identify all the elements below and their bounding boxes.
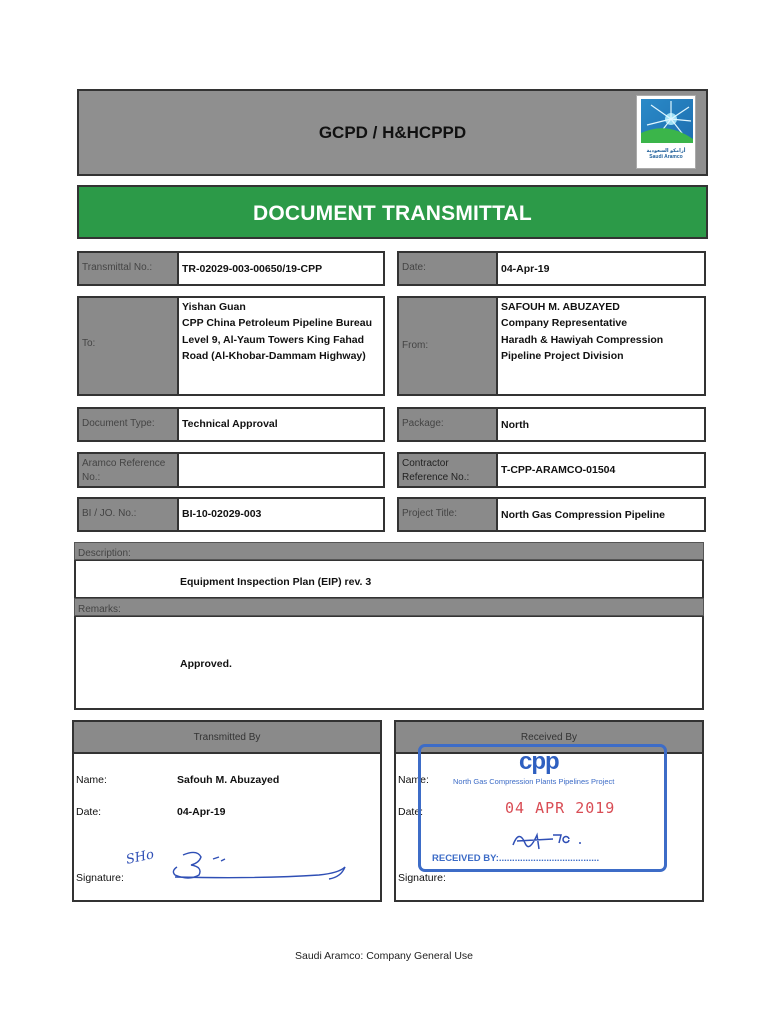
document-type-field (77, 407, 385, 442)
received-signature-label: Signature: (398, 872, 446, 884)
received-name-label: Name: (398, 774, 429, 786)
stamp-date: 04 APR 2019 (505, 799, 616, 817)
cpp-logo: cpp (519, 748, 559, 775)
from-address (498, 298, 704, 367)
package-field (397, 407, 706, 442)
to-line: Road (Al-Khobar-Dammam Highway) (182, 349, 366, 362)
contractor-reference-value: T-CPP-ARAMCO-01504 (501, 464, 616, 476)
description-box (74, 560, 704, 598)
to-line: CPP China Petroleum Pipeline Bureau (182, 317, 373, 330)
bi-jo-no-field (77, 497, 385, 532)
date-value: 04-Apr-19 (501, 263, 550, 275)
from-label: From: (402, 340, 429, 351)
date-field (397, 251, 706, 286)
to-line: Level 9, Al-Yaum Towers King Fahad (182, 333, 365, 346)
remarks-header (74, 598, 704, 616)
transmittal-no-value: TR-02029-003-00650/19-CPP (182, 263, 323, 275)
transmitter-signature (169, 847, 359, 885)
project-title-value: North Gas Compression Pipeline (501, 509, 665, 521)
to-line: Yishan Guan (182, 301, 246, 313)
transmittal-no-field (77, 251, 385, 286)
document-type-label: Document Type: (82, 418, 155, 429)
aramco-reference-label-line: No.: (82, 471, 101, 483)
project-title-label: Project Title: (402, 508, 458, 519)
package-value: North (501, 419, 529, 431)
header-title: GCPD / H&HCPPD (318, 123, 467, 142)
aramco-reference-field (77, 452, 385, 488)
logo-text-english: Saudi Aramco (649, 154, 683, 161)
from-line: Company Representative (501, 317, 628, 330)
bi-jo-no-value: BI-10-02029-003 (182, 508, 262, 520)
logo-text-arabic: أرامكو السعودية (646, 148, 686, 154)
aramco-reference-label (79, 454, 177, 487)
bi-jo-no-label: BI / JO. No.: (82, 508, 137, 519)
contractor-reference-label-line: Contractor (402, 458, 449, 469)
stamp-project-line: North Gas Compression Plants Pipelines Project (453, 777, 615, 786)
document-type-value: Technical Approval (182, 418, 278, 430)
remarks-box (74, 616, 704, 710)
contractor-reference-label-line: Reference No.: (402, 471, 470, 483)
from-line: SAFOUH M. ABUZAYED (501, 301, 620, 313)
from-field (397, 296, 706, 396)
transmitted-date-value: 04-Apr-19 (177, 806, 226, 818)
to-field (77, 296, 385, 396)
handwritten-initials: SHo (124, 847, 156, 868)
aramco-reference-label-line: Aramco Reference (82, 458, 166, 469)
document-transmittal-banner (77, 185, 708, 239)
footer-classification: Saudi Aramco: Company General Use (294, 950, 473, 962)
transmitted-by-heading: Transmitted By (74, 722, 380, 754)
project-title-field (397, 497, 706, 532)
transmitted-signature-label: Signature: (76, 872, 124, 884)
received-date-label: Date: (398, 806, 424, 818)
saudi-aramco-logo (636, 95, 696, 169)
transmitted-date-label: Date: (76, 806, 102, 818)
package-label: Package: (402, 418, 444, 429)
remarks-value: Approved. (180, 658, 232, 670)
banner-title: DOCUMENT TRANSMITTAL (253, 202, 532, 225)
transmitted-name-label: Name: (76, 774, 107, 786)
received-stamp (418, 744, 667, 872)
aramco-star-icon (641, 99, 693, 143)
to-label: To: (82, 338, 96, 349)
transmitted-by-box (72, 720, 382, 902)
to-address (179, 298, 383, 367)
description-value: Equipment Inspection Plan (EIP) rev. 3 (180, 576, 372, 588)
date-label: Date: (402, 262, 426, 273)
contractor-reference-label (399, 454, 496, 487)
transmittal-no-label: Transmittal No.: (82, 262, 153, 273)
receiver-signature (509, 825, 609, 859)
contractor-reference-field (397, 452, 706, 488)
remarks-label: Remarks: (78, 604, 121, 615)
stamp-received-by: RECEIVED BY:...................................... (432, 853, 600, 864)
from-line: Pipeline Project Division (501, 349, 624, 362)
description-label: Description: (78, 548, 131, 559)
aramco-reference-value (179, 454, 383, 460)
from-line: Haradh & Hawiyah Compression (501, 333, 664, 346)
received-by-heading: Received By (396, 722, 702, 754)
transmitted-name-value: Safouh M. Abuzayed (177, 774, 280, 786)
description-header (74, 542, 704, 560)
header-bar (77, 89, 708, 176)
